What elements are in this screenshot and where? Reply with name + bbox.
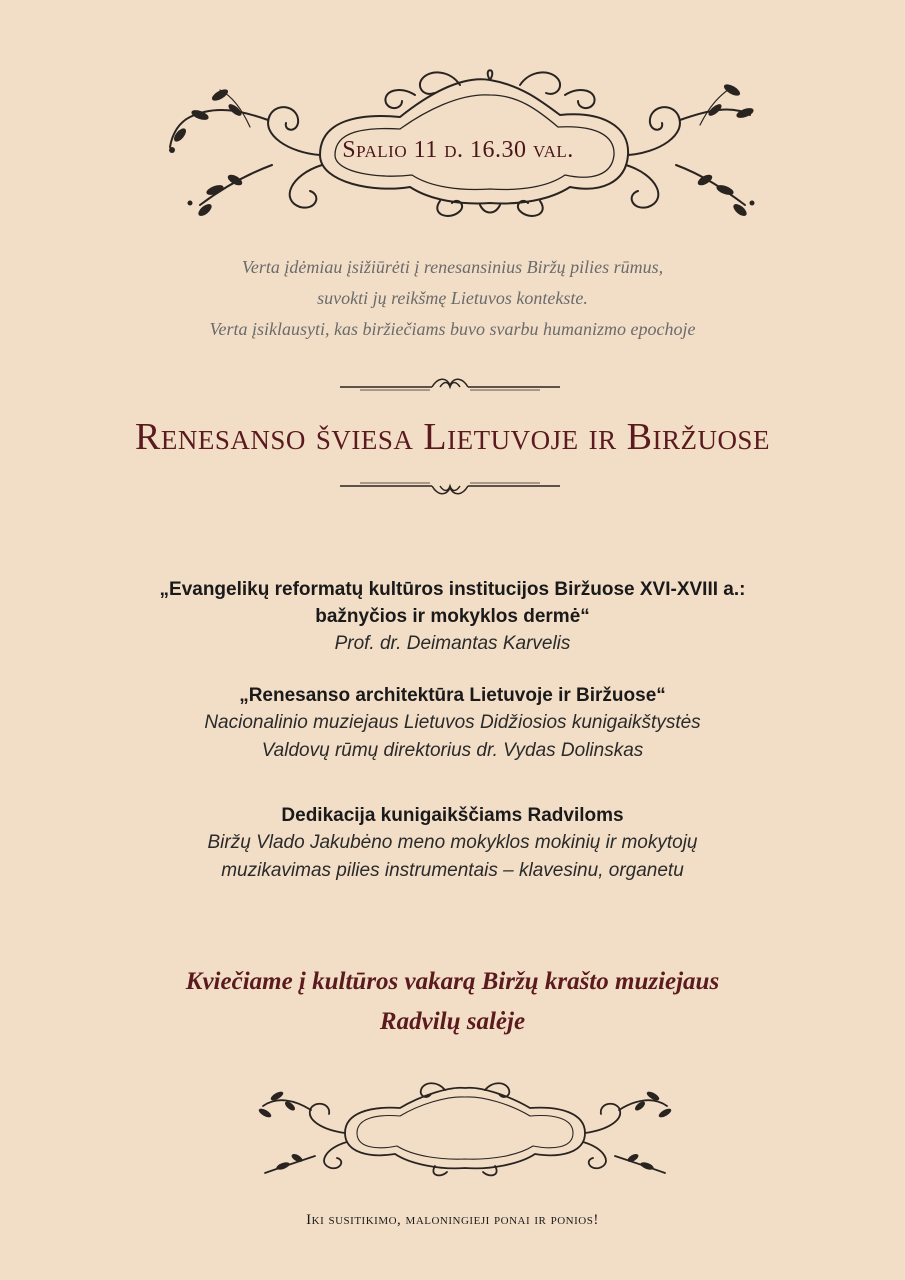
bottom-ornament-frame: [255, 1078, 675, 1178]
intro-line: suvokti jų reikšmę Lietuvos kontekste.: [317, 288, 588, 308]
flourish-divider-icon: [340, 478, 560, 498]
program-item-speaker: Nacionalinio muziejaus Lietuvos Didžiosios kunigaikštystės: [204, 712, 701, 733]
program-item-speaker: muzikavimas pilies instrumentais – klavesinu, organetu: [221, 860, 684, 881]
event-date-time: Spalio 11 d. 16.30 val.: [342, 137, 574, 163]
program-item: [0, 682, 905, 765]
program-item: [0, 576, 905, 658]
program-item-title: „Evangelikų reformatų kultūros institucijos Biržuose XVI-XVIII a.:: [159, 579, 746, 600]
program-item-speaker: Valdovų rūmų direktorius dr. Vydas Dolinskas: [261, 740, 644, 761]
farewell-text: Iki susitikimo, maloningieji ponai ir ponios!: [306, 1212, 599, 1228]
invitation-line: Kviečiame į kultūros vakarą Biržų krašto muziejaus: [185, 968, 720, 995]
intro-line: Verta įdėmiau įsižiūrėti į renesansinius Biržų pilies rūmus,: [241, 257, 664, 277]
divider-bottom: [340, 478, 560, 498]
program-item-title: bažnyčios ir mokyklos dermė“: [315, 606, 590, 627]
intro-line: Verta įsiklausyti, kas biržiečiams buvo svarbu humanizmo epochoje: [209, 319, 696, 339]
program-item-speaker: Prof. dr. Deimantas Karvelis: [334, 633, 571, 654]
invitation-text: [0, 962, 905, 1042]
program-item-title: Dedikacija kunigaikščiams Radviloms: [281, 805, 624, 826]
invitation-line: Radvilų salėje: [379, 1008, 526, 1035]
flourish-divider-icon: [340, 375, 560, 395]
intro-text: [0, 252, 905, 345]
divider-top: [340, 375, 560, 395]
program-item-title: „Renesanso architektūra Lietuvoje ir Biržuose“: [239, 685, 666, 706]
baroque-frame-icon: [255, 1078, 675, 1178]
program-item-speaker: Biržų Vlado Jakubėno meno mokyklos mokinių ir mokytojų: [207, 832, 698, 853]
event-title: Renesanso šviesa Lietuvoje ir Biržuose: [135, 416, 770, 458]
program-item: [0, 802, 905, 885]
